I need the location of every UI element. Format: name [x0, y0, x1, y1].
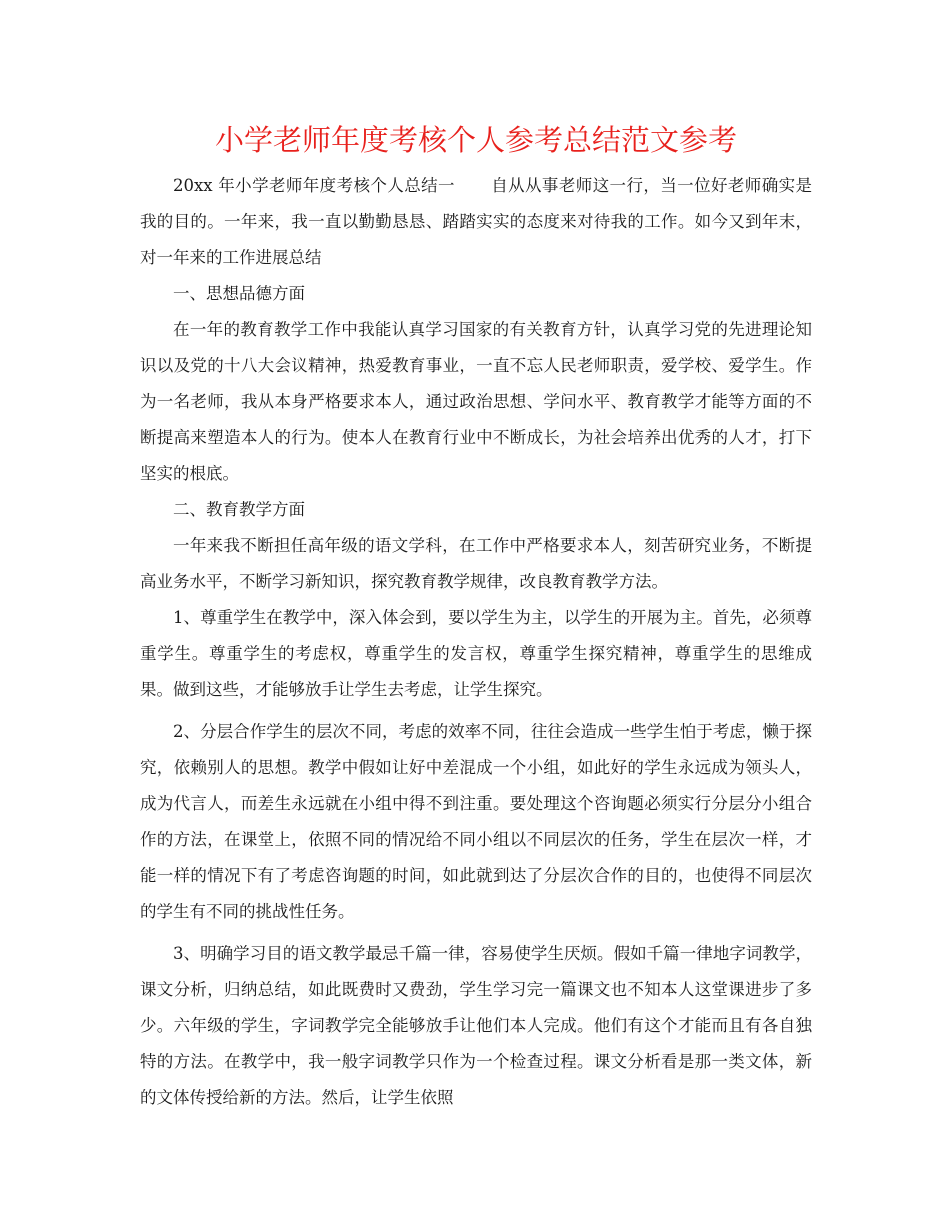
section-heading-ideology: 一、思想品德方面	[173, 284, 305, 303]
point-paragraph-1: 1、尊重学生在教学中，深入体会到，要以学生为主，以学生的开展为主。首先，必须尊重学生。尊重学生的考虑权，尊重学生的发言权，尊重学生探究精神，尊重学生的思维成果。做到这些，才能够放手让学生去考虑，让学生探究。	[140, 608, 812, 699]
section-paragraph-teaching: 一年来我不断担任高年级的语文学科，在工作中严格要求本人，刻苦研究业务，不断提高业务水平，不断学习新知识，探究教育教学规律，改良教育教学方法。	[140, 536, 812, 591]
intro-paragraph	[140, 168, 812, 276]
section-paragraph-ideology: 在一年的教育教学工作中我能认真学习国家的有关教育方针，认真学习党的先进理论知识以及党的十八大会议精神，热爱教育事业，一直不忘人民老师职责，爱学校、爱学生。作为一名老师，我从本身严格要求本人，通过政治思想、学问水平、教育教学才能等方面的不断提高来塑造本人的行为。使本人在教育行业中不断成长，为社会培养出优秀的人才，打下坚实的根底。	[140, 320, 812, 483]
document-title: 小学老师年度考核个人参考总结范文参考	[214, 123, 737, 157]
point-paragraph-2: 2、分层合作学生的层次不同，考虑的效率不同，往往会造成一些学生怕于考虑，懒于探究，依赖别人的思想。教学中假如让好中差混成一个小组，如此好的学生永远成为领头人，成为代言人，而差生永远就在小组中得不到注重。要处理这个咨询题必须实行分层分小组合作的方法，在课堂上，依照不同的情况给不同小组以不同层次的任务，学生在层次一样，才能一样的情况下有了考虑咨询题的时间，如此就到达了分层次合作的目的，也使得不同层次的学生有不同的挑战性任务。	[140, 722, 812, 921]
point-paragraph-3: 3、明确学习目的语文教学最忌千篇一律，容易使学生厌烦。假如千篇一律地字词教学，课文分析，归纳总结，如此既费时又费劲，学生学习完一篇课文也不知本人这堂课进步了多少。六年级的学生，字词教学完全能够放手让他们本人完成。他们有这个才能而且有各自独特的方法。在教学中，我一般字词教学只作为一个检查过程。课文分析看是那一类文体，新的文体传授给新的方法。然后，让学生依照	[140, 944, 812, 1107]
section-heading-teaching: 二、教育教学方面	[173, 500, 305, 519]
document-page	[140, 120, 812, 1116]
intro-text: 自从从事老师这一行，当一位好老师确实是我的目的。一年来，我一直以勤勤恳恳、踏踏实实的态度来对待我的工作。如今又到年末，对一年来的工作进展总结	[140, 176, 812, 267]
intro-heading: 20xx 年小学老师年度考核个人总结一	[173, 176, 455, 195]
